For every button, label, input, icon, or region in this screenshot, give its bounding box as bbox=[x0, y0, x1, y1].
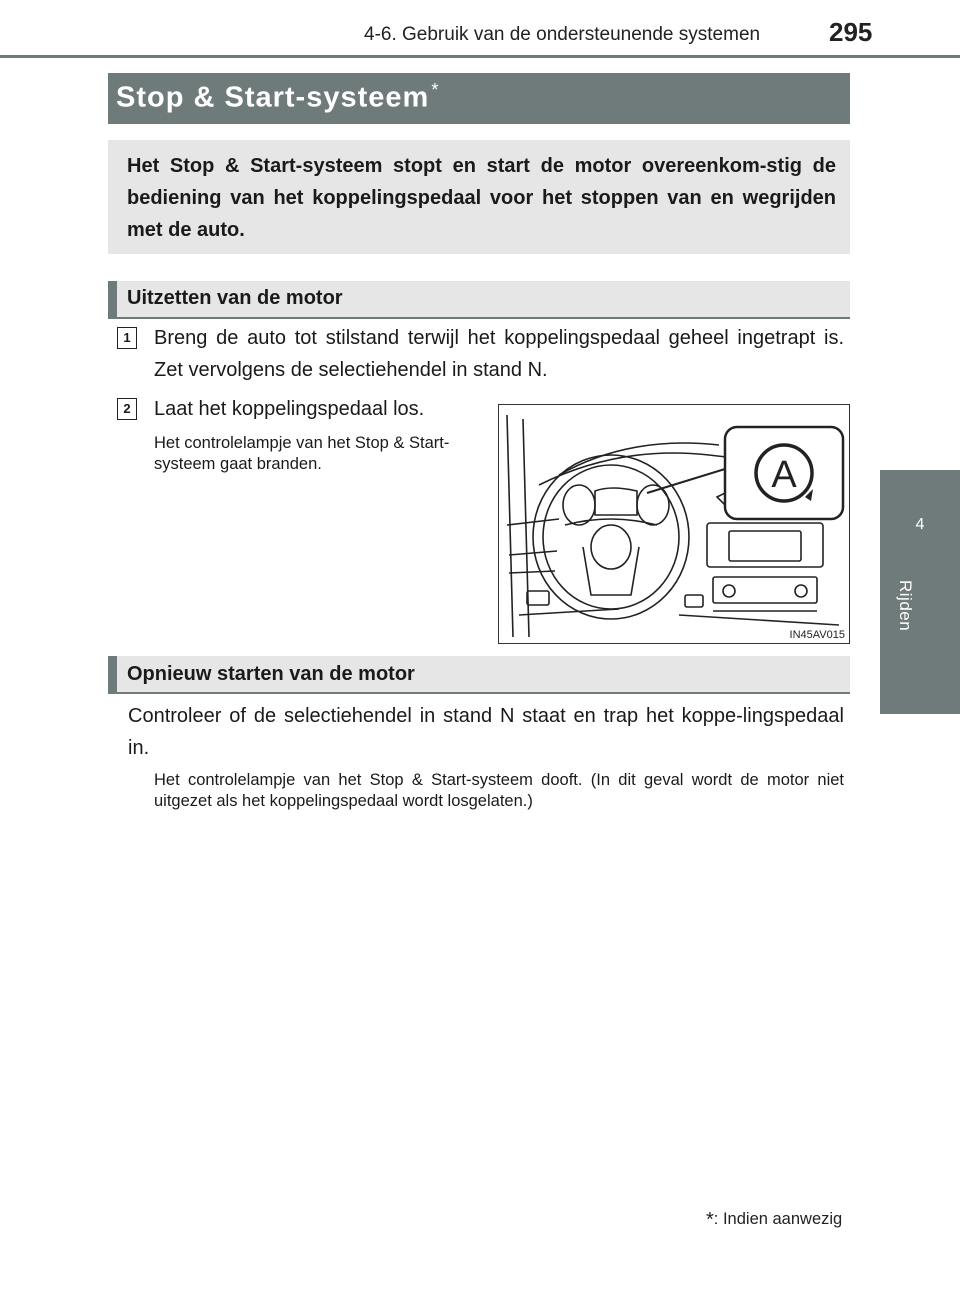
restart-note: Het controlelampje van het Stop & Start-systeem dooft. (In dit geval wordt de motor niet uitgezet als het koppelingspedaal wordt losgelaten.) bbox=[154, 771, 844, 810]
step-1-text: Breng de auto tot stilstand terwijl het koppelingspedaal geheel ingetrapt is. Zet vervolgens de selectiehendel in stand N. bbox=[154, 327, 844, 381]
section-title-restart: Opnieuw starten van de motor bbox=[127, 663, 415, 685]
page-title bbox=[116, 80, 439, 115]
illustration-code: IN45AV015 bbox=[789, 629, 845, 641]
header-rule bbox=[0, 55, 960, 58]
callout-label-a: A bbox=[771, 454, 797, 496]
dashboard-drawing bbox=[499, 405, 850, 644]
chapter-title: 4-6. Gebruik van de ondersteunende systemen bbox=[364, 24, 761, 45]
side-tab-label: Rijden bbox=[896, 580, 915, 632]
side-tab-label-wrap bbox=[895, 580, 945, 650]
step-2-note: Het controlelampje van het Stop & Start-systeem gaat branden. bbox=[154, 434, 450, 473]
step-2-text: Laat het koppelingspedaal los. bbox=[154, 398, 425, 420]
step-number-1: 1 bbox=[117, 327, 137, 349]
title-asterisk: * bbox=[431, 80, 440, 100]
restart-text: Controleer of de selectiehendel in stand N staat en trap het koppe-lingspedaal in. bbox=[128, 705, 844, 759]
section-header-marker-2 bbox=[108, 656, 117, 694]
side-tab-number: 4 bbox=[915, 516, 925, 533]
page-number: 295 bbox=[829, 17, 873, 47]
section-header-marker bbox=[108, 281, 117, 319]
footnote-asterisk: * bbox=[706, 1209, 714, 1231]
dashboard-illustration bbox=[498, 404, 850, 644]
footnote bbox=[706, 1209, 842, 1232]
section-title-stop: Uitzetten van de motor bbox=[127, 287, 343, 309]
page-title-text: Stop & Start-systeem bbox=[116, 81, 430, 114]
footnote-text: : Indien aanwezig bbox=[713, 1210, 843, 1228]
step-number-2: 2 bbox=[117, 398, 137, 420]
intro-text: Het Stop & Start-systeem stopt en start de motor overeenkom-stig de bediening van het koppelingspedaal voor het stoppen van en wegrijden met de auto. bbox=[127, 155, 836, 241]
